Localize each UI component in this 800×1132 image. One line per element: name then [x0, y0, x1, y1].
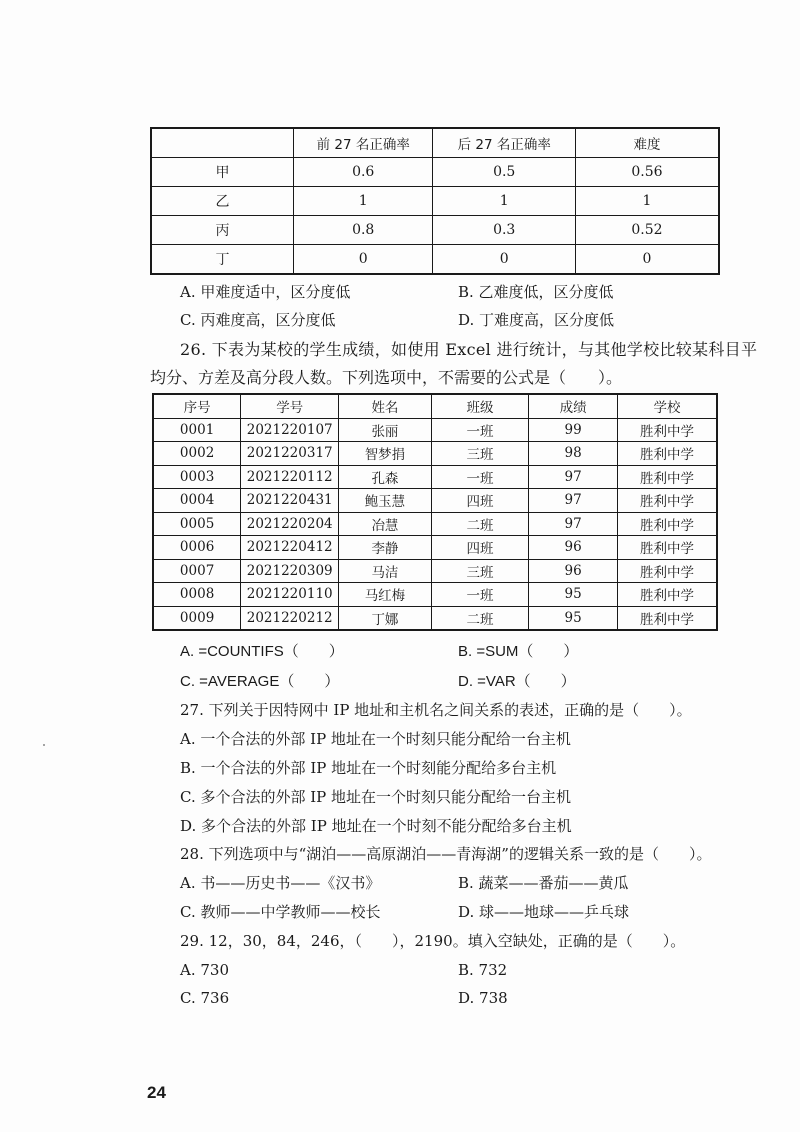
table-row	[151, 158, 719, 187]
table-cell: 四班	[431, 489, 529, 513]
table-cell: 孔森	[339, 465, 432, 489]
table-cell: 95	[529, 606, 618, 630]
table-cell: 胜利中学	[617, 418, 717, 442]
q28-option-a: A. 书——历史书——《汉书》	[180, 874, 381, 892]
table-row	[153, 465, 717, 489]
q25-option-a: A. 甲难度适中，区分度低	[180, 283, 351, 301]
table-cell: 胜利中学	[617, 442, 717, 466]
table-cell: 一班	[431, 583, 529, 607]
header-cell: 序号	[153, 394, 241, 418]
q28-option-c: C. 教师——中学教师——校长	[180, 903, 381, 921]
table-cell: 丁	[151, 245, 293, 275]
table-cell: 0.52	[575, 216, 719, 245]
table-cell: 0.56	[575, 158, 719, 187]
table-cell: 0009	[153, 606, 241, 630]
table-cell: 0003	[153, 465, 241, 489]
q26-stem-line2: 均分、方差及高分段人数。下列选项中，不需要的公式是（ ）。	[150, 368, 623, 387]
q25-option-c: C. 丙难度高，区分度低	[180, 311, 336, 329]
table-row	[153, 559, 717, 583]
header-cell: 前 27 名正确率	[293, 128, 433, 158]
table-cell: 0007	[153, 559, 241, 583]
table-cell: 胜利中学	[617, 465, 717, 489]
scan-speck	[43, 744, 45, 746]
table-cell: 97	[529, 489, 618, 513]
difficulty-table	[150, 127, 720, 275]
q26-stem-line1: 26. 下表为某校的学生成绩，如使用 Excel 进行统计，与其他学校比较某科目平	[180, 340, 758, 359]
table-cell: 0001	[153, 418, 241, 442]
table-cell: 胜利中学	[617, 583, 717, 607]
q28-option-d: D. 球——地球——乒乓球	[458, 903, 630, 921]
table-row	[151, 216, 719, 245]
table-cell: 张丽	[339, 418, 432, 442]
table-cell: 1	[433, 187, 575, 216]
table-row	[153, 489, 717, 513]
table-cell: 甲	[151, 158, 293, 187]
table-cell: 97	[529, 512, 618, 536]
header-cell: 难度	[575, 128, 719, 158]
table-cell: 0006	[153, 536, 241, 560]
student-score-table	[152, 393, 718, 631]
table-cell: 2021220317	[241, 442, 339, 466]
table-cell: 0002	[153, 442, 241, 466]
table-cell: 二班	[431, 606, 529, 630]
header-cell: 学校	[617, 394, 717, 418]
table-cell: 胜利中学	[617, 489, 717, 513]
table-row	[153, 418, 717, 442]
q25-option-b: B. 乙难度低，区分度低	[458, 283, 614, 301]
table-cell: 2021220212	[241, 606, 339, 630]
q28-option-b: B. 蔬菜——番茄——黄瓜	[458, 874, 629, 892]
table-row	[153, 536, 717, 560]
q29-stem: 29. 12，30，84，246，（ ），2190。填入空缺处，正确的是（ ）。	[180, 932, 686, 950]
table-cell: 1	[575, 187, 719, 216]
table-cell: 2021220309	[241, 559, 339, 583]
q25-option-d: D. 丁难度高，区分度低	[458, 311, 615, 329]
table-cell: 0008	[153, 583, 241, 607]
table-cell: 李静	[339, 536, 432, 560]
table-cell: 0.6	[293, 158, 433, 187]
table-cell: 丙	[151, 216, 293, 245]
table-header-row	[153, 394, 717, 418]
table-row	[153, 442, 717, 466]
table-cell: 96	[529, 536, 618, 560]
table-row	[153, 583, 717, 607]
table-cell: 96	[529, 559, 618, 583]
q28-stem: 28. 下列选项中与“湖泊——高原湖泊——青海湖”的逻辑关系一致的是（ ）。	[180, 845, 712, 863]
table-cell: 胜利中学	[617, 559, 717, 583]
table-row	[151, 187, 719, 216]
table-cell: 三班	[431, 559, 529, 583]
table-cell: 0004	[153, 489, 241, 513]
q29-option-a: A. 730	[180, 961, 229, 979]
table-cell: 0	[575, 245, 719, 275]
header-cell: 学号	[241, 394, 339, 418]
table-cell: 97	[529, 465, 618, 489]
table-cell: 二班	[431, 512, 529, 536]
table-cell: 0005	[153, 512, 241, 536]
table-cell: 一班	[431, 418, 529, 442]
table-cell: 马洁	[339, 559, 432, 583]
table-cell: 丁娜	[339, 606, 432, 630]
table-cell: 2021220412	[241, 536, 339, 560]
q27-stem: 27. 下列关于因特网中 IP 地址和主机名之间关系的表述，正确的是（ ）。	[180, 701, 692, 719]
table-cell: 一班	[431, 465, 529, 489]
table-cell: 0.8	[293, 216, 433, 245]
table-cell: 2021220107	[241, 418, 339, 442]
table-cell: 胜利中学	[617, 536, 717, 560]
page-number: 24	[147, 1083, 166, 1102]
q26-option-c: C. =AVERAGE（ ）	[180, 673, 340, 690]
header-cell: 后 27 名正确率	[433, 128, 575, 158]
table-cell: 0.3	[433, 216, 575, 245]
q29-option-d: D. 738	[458, 989, 508, 1007]
table-cell: 胜利中学	[617, 606, 717, 630]
q27-option-c: C. 多个合法的外部 IP 地址在一个时刻只能分配给一台主机	[180, 788, 572, 806]
q26-option-a: A. =COUNTIFS（ ）	[180, 643, 344, 660]
table-cell: 胜利中学	[617, 512, 717, 536]
table-row	[153, 512, 717, 536]
q26-option-b: B. =SUM（ ）	[458, 643, 579, 660]
q27-option-b: B. 一个合法的外部 IP 地址在一个时刻能分配给多台主机	[180, 759, 557, 777]
table-cell: 冶慧	[339, 512, 432, 536]
table-cell: 1	[293, 187, 433, 216]
table-cell: 0	[293, 245, 433, 275]
table-cell: 99	[529, 418, 618, 442]
table-cell: 95	[529, 583, 618, 607]
table-row	[151, 245, 719, 275]
header-cell: 成绩	[529, 394, 618, 418]
header-cell: 班级	[431, 394, 529, 418]
table-cell: 四班	[431, 536, 529, 560]
table-cell: 0.5	[433, 158, 575, 187]
table-cell: 2021220204	[241, 512, 339, 536]
table-cell: 98	[529, 442, 618, 466]
q29-option-c: C. 736	[180, 989, 230, 1007]
header-cell	[151, 128, 293, 158]
table-cell: 三班	[431, 442, 529, 466]
q26-option-d: D. =VAR（ ）	[458, 673, 576, 690]
q27-option-a: A. 一个合法的外部 IP 地址在一个时刻只能分配给一台主机	[180, 730, 571, 748]
table-header-row	[151, 128, 719, 158]
table-cell: 0	[433, 245, 575, 275]
q27-option-d: D. 多个合法的外部 IP 地址在一个时刻不能分配给多台主机	[180, 817, 572, 835]
table-row	[153, 606, 717, 630]
table-cell: 2021220431	[241, 489, 339, 513]
table-cell: 马红梅	[339, 583, 432, 607]
table-cell: 智梦捐	[339, 442, 432, 466]
header-cell: 姓名	[339, 394, 432, 418]
q29-option-b: B. 732	[458, 961, 508, 979]
table-cell: 鲍玉慧	[339, 489, 432, 513]
table-cell: 乙	[151, 187, 293, 216]
table-cell: 2021220110	[241, 583, 339, 607]
table-cell: 2021220112	[241, 465, 339, 489]
